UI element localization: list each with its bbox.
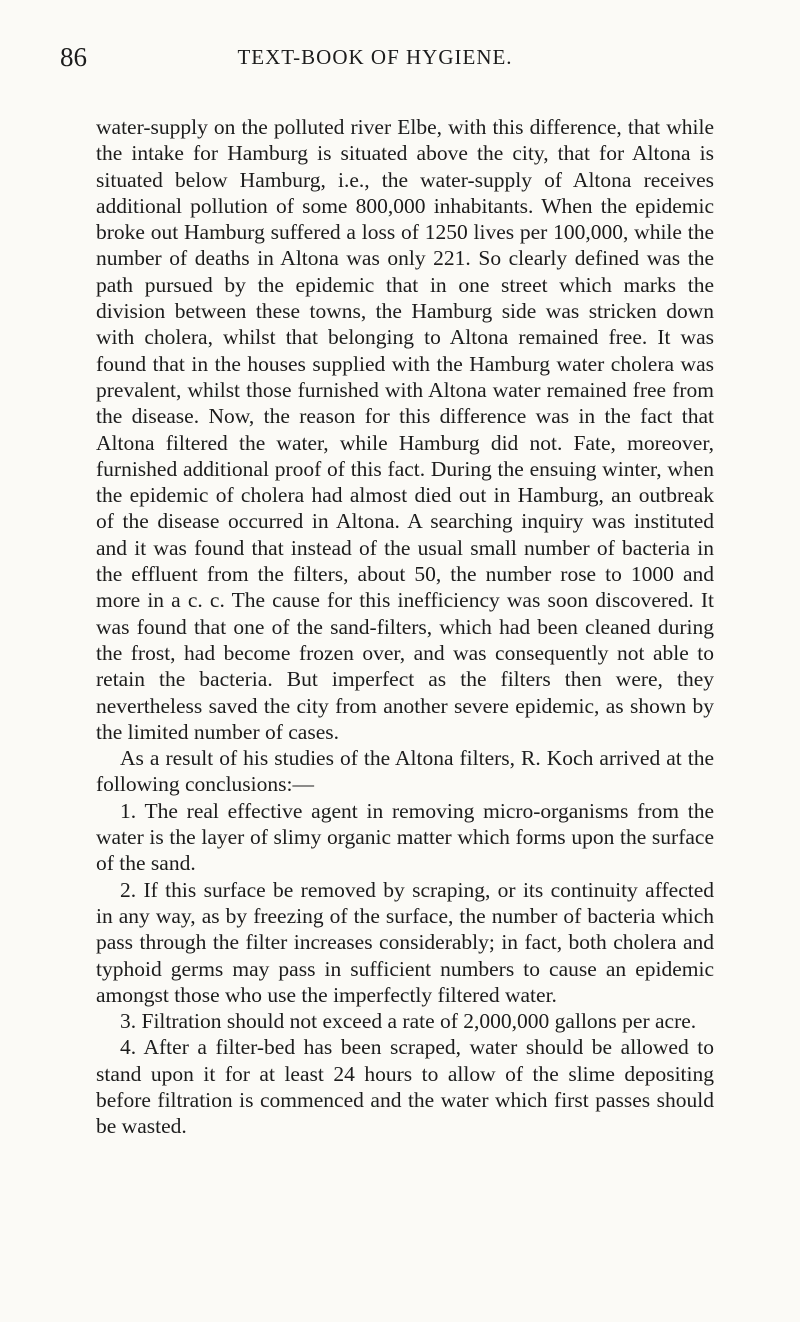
conclusion-1: 1. The real effective agent in removing micro-organisms from the water is the layer of slimy organic matter which forms upon the surface of the sand. — [96, 798, 714, 876]
page-header — [60, 42, 690, 76]
conclusion-4: 4. After a filter-bed has been scraped, water should be allowed to stand upon it for at least 24 hours to allow of the slime depositing before filtration is commenced and the water which first passes should be wasted. — [96, 1035, 714, 1139]
body-text — [96, 114, 714, 1140]
paragraph-koch-intro: As a result of his studies of the Altona filters, R. Koch arrived at the following conclusions:— — [96, 746, 714, 797]
running-head: TEXT-BOOK OF HYGIENE. — [237, 45, 513, 69]
page-number: 86 — [60, 42, 87, 72]
paragraph-epidemic-account: water-supply on the polluted river Elbe, with this difference, that while the intake for Hamburg is situated above the city, that for Altona is situated below Hamburg, i.e., the water-supply of Altona receives additional pollution of some 800,000 inhabitants. When the epidemic broke out Hamburg suffered a loss of 1250 lives per 100,000, while the number of deaths in Altona was only 221. So clearly defined was the path pursued by the epidemic that in one street which marks the division between these towns, the Hamburg side was stricken down with cholera, whilst that belonging to Altona remained free. It was found that in the houses supplied with the Hamburg water cholera was prevalent, whilst those furnished with Altona water remained free from the disease. Now, the reason for this difference was in the fact that Altona filtered the water, while Hamburg did not. Fate, moreover, furnished additional proof of this fact. During the ensuing winter, when the epidemic of cholera had almost died out in Hamburg, an outbreak of the disease occurred in Altona. A searching inquiry was instituted and it was found that instead of the usual small number of bacteria in the effluent from the filters, about 50, the number rose to 1000 and more in a c. c. The cause for this inefficiency was soon discovered. It was found that one of the sand-filters, which had been cleaned during the frost, had become frozen over, and was consequently not able to retain the bacteria. But imperfect as the filters then were, they nevertheless saved the city from another severe epidemic, as shown by the limited number of cases. — [96, 115, 714, 744]
conclusion-2: 2. If this surface be removed by scraping, or its continuity affected in any way, as by freezing of the surface, the number of bacteria which pass through the filter increases considerably; in fact, both cholera and typhoid germs may pass in sufficient numbers to cause an epidemic amongst those who use the imperfectly filtered water. — [96, 877, 714, 1007]
conclusion-3: 3. Filtration should not exceed a rate of 2,000,000 gallons per acre. — [120, 1009, 697, 1034]
